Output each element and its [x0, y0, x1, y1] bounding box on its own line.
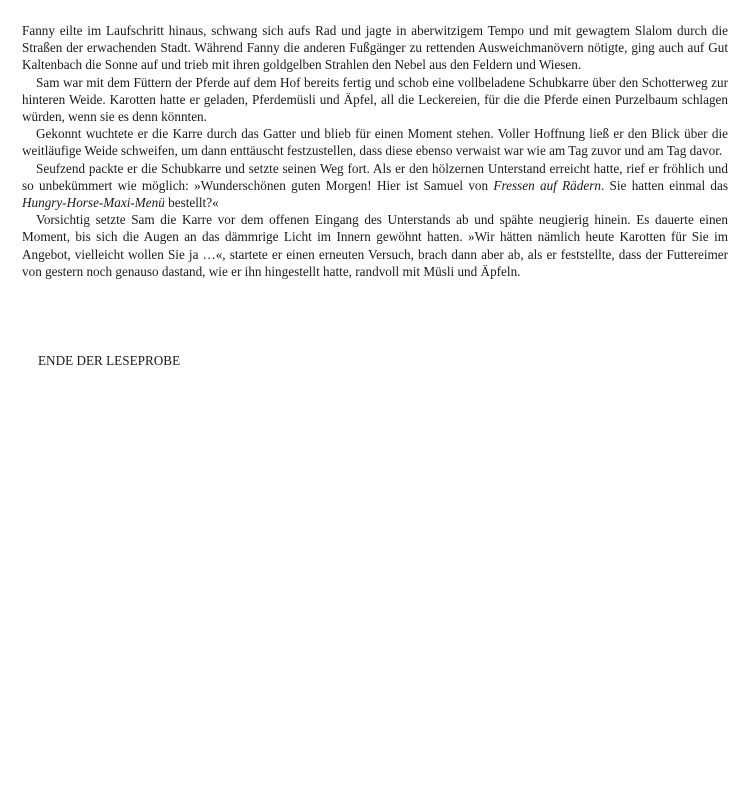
paragraph-2-text: Sam war mit dem Füttern der Pferde auf dem Hof bereits fertig und schob eine vollbeladene Schubkarre über den Schotterweg zur hinteren Weide. Karotten hatte er geladen, Pferdemüsli und Äpfel, all die Leckereien, für die die Pferde einen Purzelbaum schlagen würden, wenn sie es denn könnten.: [22, 74, 728, 125]
paragraph-4-italic-title-b: Hungry-Horse-Maxi-Menü: [22, 195, 165, 211]
paragraph-4-text-a: Seufzend packte er die Schubkarre und setzte seinen Weg fort. Als er den hölzernen Unterstand erreicht hatte, rief er fröhlich und so unbekümmert wie möglich: »Wunderschönen guten Morgen! Hier ist Samuel von: [22, 160, 728, 193]
paragraph-5: [22, 211, 728, 280]
paragraph-4-text-b: . Sie hatten einmal das: [600, 177, 728, 193]
paragraph-3-text: Gekonnt wuchtete er die Karre durch das Gatter und blieb für einen Moment stehen. Voller Hoffnung ließ er den Blick über die weitläufige Weide schweifen, um dann enttäuscht festzustellen, dass diese ebenso verwaist war wie am Tag zuvor und am Tag davor.: [22, 126, 728, 159]
paragraph-1-text: Fanny eilte im Laufschritt hinaus, schwang sich aufs Rad und jagte in aberwitzigem Tempo und mit gewagtem Slalom durch die Straßen der erwachenden Stadt. Während Fanny die anderen Fußgänger zu rettenden Ausweichmanövern nötigte, ging auch auf Gut Kaltenbach die Sonne auf und trieb mit ihren goldgelben Strahlen den Nebel aus den Feldern und Wiesen.: [22, 23, 728, 73]
paragraph-4-italic-title-a: Fressen auf Rädern: [493, 177, 601, 193]
reading-sample-text: [22, 22, 728, 280]
paragraph-1: [22, 22, 728, 74]
paragraph-4-text-c: bestellt?«: [164, 195, 219, 211]
paragraph-2: [22, 74, 728, 126]
end-of-sample-label: ENDE DER LESEPROBE: [38, 353, 181, 368]
paragraph-5-text: Vorsichtig setzte Sam die Karre vor dem offenen Eingang des Unterstands ab und spähte neugierig hinein. Es dauerte einen Moment, bis sich die Augen an das dämmrige Licht im Innern gewöhnt hatten. »Wir hätten nämlich heute Karotten für Sie im Angebot, vielleicht wollen Sie ja …«, startete er einen erneuten Versuch, brach dann aber ab, als er feststellte, dass der Futtereimer von gestern noch genauso dastand, wie er ihn hingestellt hatte, randvoll mit Müsli und Äpfeln.: [22, 212, 728, 279]
paragraph-4: [22, 160, 728, 212]
paragraph-3: [22, 125, 728, 159]
